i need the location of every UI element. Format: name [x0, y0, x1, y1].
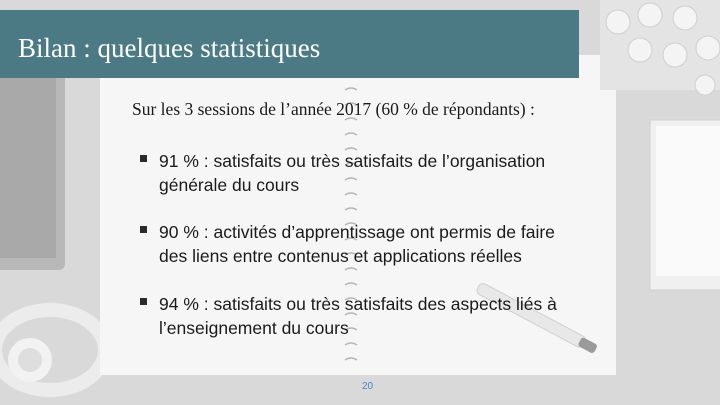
list-item-line: 91 % : satisfaits ou très satisfaits de l’organisation: [159, 151, 546, 171]
intro-text: Sur les 3 sessions de l’année 2017 (60 % de répondants) :: [132, 99, 535, 119]
bullet-square-icon: [140, 298, 147, 305]
list-item-line: 90 % : activités d’apprentissage ont permis de faire: [159, 222, 555, 242]
pill-blister: [600, 0, 720, 95]
list-item-line: des liens entre contenus et applications réelles: [159, 246, 522, 266]
list-item-line: l’enseignement du cours: [159, 318, 349, 338]
bullet-square-icon: [140, 155, 147, 162]
bullet-square-icon: [140, 226, 147, 233]
list-item-line: 94 % : satisfaits ou très satisfaits des aspects liés à: [159, 294, 557, 314]
slide-title: Bilan : quelques statistiques: [18, 33, 321, 63]
page-number: 20: [362, 381, 374, 392]
list-item-line: générale du cours: [159, 175, 300, 195]
